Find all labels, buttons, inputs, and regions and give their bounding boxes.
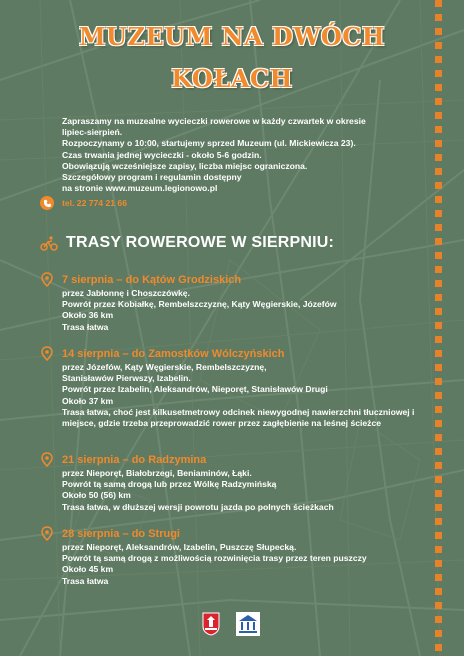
route-title: 14 sierpnia – do Zamostków Wólczyńskich bbox=[62, 348, 285, 360]
route-line: Powrót przez Kobiałkę, Rembelszczyznę, Kąty Węgierskie, Józefów bbox=[62, 299, 337, 310]
phone-number[interactable]: tel. 22 774 21 66 bbox=[62, 198, 127, 208]
route-line: Powrót tą samą drogą lub przez Wólkę Radzymińską bbox=[62, 479, 277, 490]
poster-title-line2: KOŁACH bbox=[171, 64, 293, 93]
route-item bbox=[40, 452, 420, 513]
location-pin-icon bbox=[40, 346, 54, 362]
route-line: Powrót przez Izabelin, Aleksandrów, Nieporęt, Stanisławów Drugi bbox=[62, 384, 328, 395]
route-line: Około 37 km bbox=[62, 395, 114, 406]
route-item bbox=[40, 526, 420, 587]
route-line: przez Nieporęt, Białobrzegi, Beniaminów, Łąki. bbox=[62, 468, 252, 478]
route-line: Około 50 (56) km bbox=[62, 490, 131, 501]
intro-text bbox=[62, 116, 402, 194]
intro-line: Zapraszamy na muzealne wycieczki rowerowe w każdy czwartek w okresie bbox=[62, 116, 366, 126]
intro-line[interactable]: na stronie www.muzeum.legionowo.pl bbox=[62, 183, 218, 194]
location-pin-icon bbox=[40, 452, 54, 468]
route-title: 7 sierpnia – do Kątów Grodziskich bbox=[62, 274, 242, 286]
route-line: Około 45 km bbox=[62, 564, 114, 575]
route-line: Około 36 km bbox=[62, 310, 114, 321]
location-pin-icon bbox=[40, 526, 54, 542]
route-item bbox=[40, 346, 420, 429]
intro-line: Czas trwania jednej wycieczki - około 5-6 godzin. bbox=[62, 149, 262, 160]
museum-logo-icon bbox=[236, 612, 260, 636]
city-crest-icon bbox=[202, 612, 220, 636]
phone-row bbox=[40, 196, 127, 210]
footer-logos bbox=[202, 612, 260, 636]
route-line: przez Nieporęt, Aleksandrów, Izabelin, Puszczę Słupecką. bbox=[62, 542, 297, 552]
route-item bbox=[40, 272, 420, 333]
location-pin-icon bbox=[40, 272, 54, 288]
route-line: Trasa łatwa bbox=[62, 321, 109, 332]
intro-line: Obowiązują wcześniejsze zapisy, liczba miejsc ograniczona. bbox=[62, 160, 308, 171]
route-line: Trasa łatwa bbox=[62, 575, 109, 586]
route-line: przez Jabłonnę i Choszczówkę. bbox=[62, 288, 190, 298]
section-title: TRASY ROWEROWE W SIERPNIU: bbox=[66, 234, 335, 251]
routes-section-header bbox=[40, 234, 334, 252]
intro-line: Szczegółowy program i regulamin dostępny bbox=[62, 172, 242, 183]
route-line: Trasa łatwa, choć jest kilkusetmetrowy odcinek niewygodnej nawierzchni tłuczniowej i miejsce, gdzie trzeba przeprowadzić rower przez zagłębienie na leśnej ścieżce bbox=[62, 406, 415, 429]
poster-title-line1: MUZEUM NA DWÓCH bbox=[78, 22, 386, 51]
intro-line: Rozpoczynamy o 10:00, startujemy sprzed Muzeum (ul. Mickiewicza 23). bbox=[62, 138, 356, 149]
dashed-border-strip bbox=[435, 0, 442, 656]
route-title: 28 sierpnia – do Strugi bbox=[62, 528, 180, 540]
cyclist-icon bbox=[40, 235, 58, 251]
route-line: przez Józefów, Kąty Węgierskie, Rembelszczyznę, bbox=[62, 362, 267, 372]
route-line: Stanisławów Pierwszy, Izabelin. bbox=[62, 373, 191, 384]
route-title: 21 sierpnia – do Radzymina bbox=[62, 454, 207, 466]
route-line: Powrót tą samą drogą z możliwością rozwinięcia trasy przez teren puszczy bbox=[62, 553, 367, 564]
intro-line: lipiec-sierpień. bbox=[62, 127, 123, 138]
phone-icon bbox=[40, 196, 54, 210]
route-line: Trasa łatwa, w dłuższej wersji powrotu jazda po polnych ścieżkach bbox=[62, 501, 334, 512]
